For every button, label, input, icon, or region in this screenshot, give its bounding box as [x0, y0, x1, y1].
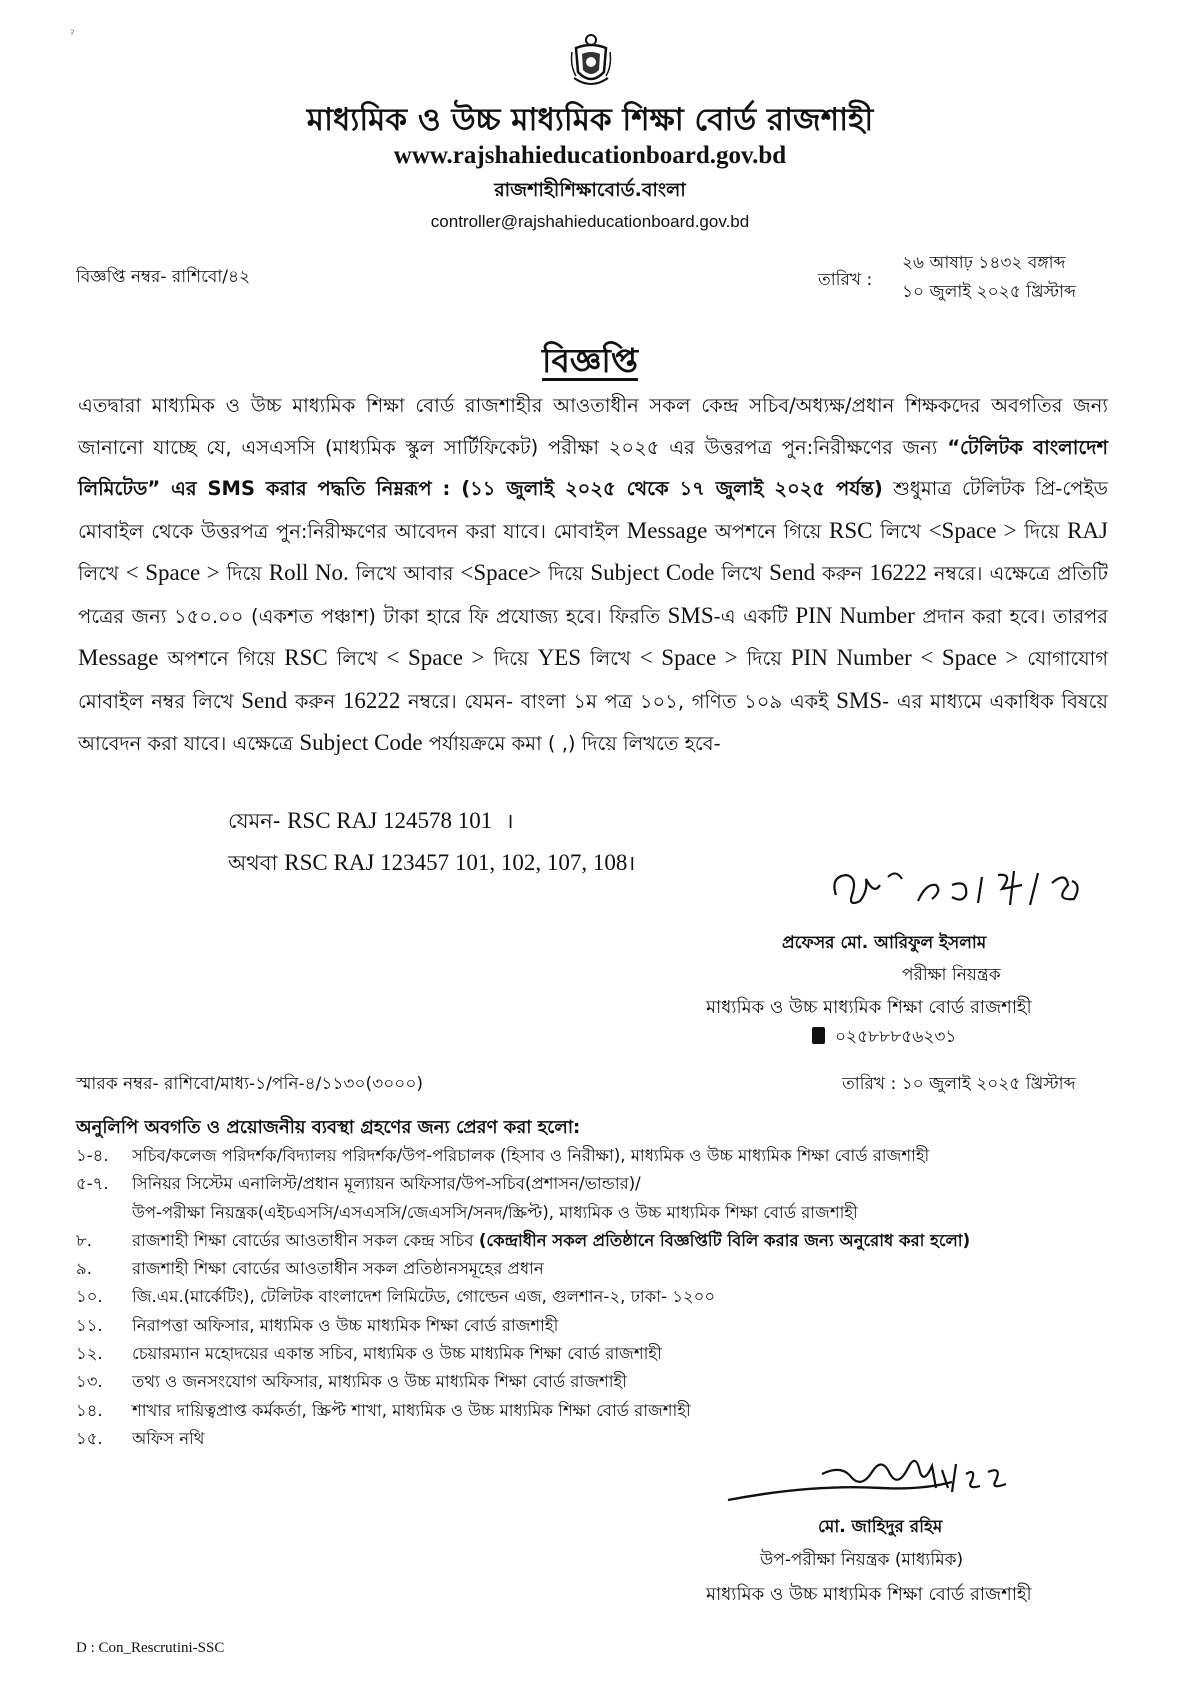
body-text: লিখে [714, 562, 770, 585]
cc-item-number: ১১. [76, 1315, 103, 1335]
cc-list-item [76, 1255, 1116, 1283]
cc-list-item [76, 1340, 1116, 1368]
example-suffix: । [627, 851, 636, 875]
body-en-text: <Space > [928, 517, 1017, 543]
cc-item-number: ১৫. [76, 1428, 103, 1448]
cc-item-text-wrap [132, 1340, 1116, 1368]
board-name: মাধ্যমিক ও উচ্চ মাধ্যমিক শিক্ষা বোর্ড রাজশাহী [306, 102, 874, 138]
cc-item-text-wrap [132, 1283, 1116, 1311]
body-en-text: Roll No. [268, 560, 349, 585]
body-text: শুধুমাত্র টেলিটক প্রি-পেইড মোবাইল থেকে উত্তরপত্র পুন:নিরীক্ষণের আবেদন করা যাবে। মোবাইল [78, 477, 1108, 543]
body-text: লিখে [872, 519, 929, 543]
body-text: দিয়ে [484, 647, 538, 670]
cc-list-item [76, 1227, 1116, 1255]
stray-mark: ˀ [70, 28, 75, 42]
body-text: দিয়ে [219, 562, 269, 585]
cc-item-text-wrap [132, 1368, 1116, 1396]
body-en-text: RAJ [1067, 517, 1108, 543]
body-text: লিখে আবার [348, 562, 461, 585]
cc-item-number [76, 1199, 132, 1227]
cc-item-text: চেয়ারম্যান মহোদয়ের একান্ত সচিব, মাধ্যমিক ও উচ্চ মাধ্যমিক শিক্ষা বোর্ড রাজশাহী [132, 1344, 662, 1364]
website-url: www.rajshahieducationboard.gov.bd [393, 142, 787, 169]
body-en-text: SMS [667, 602, 714, 628]
body-en-text: 16222 [869, 560, 927, 585]
cc-item-text: রাজশাহী শিক্ষা বোর্ডের আওতাধীন সকল প্রতিষ্ঠানসমূহের প্রধান [132, 1259, 544, 1279]
example-line-1 [228, 805, 514, 840]
body-en-text: RSC [284, 645, 328, 670]
deputy-role: উপ-পরীক্ষা নিয়ন্ত্রক (মাধ্যমিক) [760, 1550, 964, 1570]
phone-number: ০২৫৮৮৮৫৬২৩১ [835, 1027, 957, 1047]
cc-list-item [76, 1368, 1116, 1396]
controller-signature [822, 855, 1122, 925]
cc-item-text-wrap [132, 1255, 1116, 1283]
cc-list-item [76, 1312, 1116, 1340]
cc-item-text: তথ্য ও জনসংযোগ অফিসার, মাধ্যমিক ও উচ্চ মাধ্যমিক শিক্ষা বোর্ড রাজশাহী [132, 1372, 627, 1392]
body-en-text: Subject Code [590, 560, 715, 585]
example-prefix: যেমন- [228, 809, 288, 833]
cc-list-item [76, 1142, 1116, 1170]
cc-item-number: ১৪. [76, 1400, 103, 1420]
body-text: অপশনে গিয়ে [158, 647, 285, 670]
cc-list-item [76, 1170, 1116, 1198]
cc-list-item [76, 1397, 1116, 1425]
cc-item-bold-text: (কেন্দ্রাধীন সকল প্রতিষ্ঠানে বিজ্ঞপ্তিটি বিলি করার জন্য অনুরোধ করা হলো) [478, 1230, 971, 1250]
body-text: পর্যায়ক্রমে কমা ( ,) দিয়ে লিখতে হবে- [422, 732, 721, 755]
body-text: নম্বরে। যেমন- বাংলা ১ম পত্র ১০১, গণিত ১০৯ একই [400, 689, 837, 713]
memo-date: তারিখ : ১০ জুলাই ২০২৫ খ্রিস্টাব্দ [842, 1074, 1076, 1094]
controller-phone [812, 1024, 956, 1052]
cc-item-text: শাখার দায়িত্বপ্রাপ্ত কর্মকর্তা, স্ক্রিপ্ট শাখা, মাধ্যমিক ও উচ্চ মাধ্যমিক শিক্ষা বোর্ড রাজশাহী [132, 1400, 691, 1420]
cc-item-number: ৮. [76, 1230, 92, 1250]
phone-icon [812, 1027, 825, 1044]
body-en-text: 16222 [342, 687, 401, 713]
cc-item-text: সিনিয়র সিস্টেম এনালিস্ট/প্রধান মূল্যায়ন অফিসার/উপ-সচিব(প্রশাসন/ভান্ডার)/ [132, 1174, 641, 1194]
body-en-text: < Space > [639, 645, 738, 670]
body-text: -এ একটি [713, 604, 796, 628]
cc-item-text: উপ-পরীক্ষা নিয়ন্ত্রক(এইচএসসি/এসএসসি/জেএসসি/সনদ/স্ক্রিপ্ট), মাধ্যমিক ও উচ্চ মাধ্যমিক শিক্ষা বোর্ড রাজশাহী [132, 1202, 858, 1222]
controller-board: মাধ্যমিক ও উচ্চ মাধ্যমিক শিক্ষা বোর্ড রাজশাহী [706, 997, 1032, 1018]
cc-item-text-wrap [132, 1142, 1116, 1170]
body-en-text: YES [537, 645, 582, 670]
example-code: RSC RAJ 123457 101, 102, 107, 108 [284, 850, 628, 875]
contact-email: controller@rajshahieducationboard.gov.bd [430, 212, 750, 231]
body-en-text: PIN Number < Space > [790, 645, 1019, 670]
example-line-2 [228, 847, 635, 882]
body-en-text: < Space > [125, 560, 220, 585]
cc-item-text: অফিস নথি [132, 1428, 205, 1448]
body-text: করুন [287, 689, 343, 713]
body-text: দিয়ে [541, 562, 591, 585]
cc-list-item [76, 1199, 1116, 1227]
cc-item-number: ৯. [76, 1259, 92, 1279]
body-text: প্রদান করা হবে। তারপর [914, 604, 1109, 628]
cc-item-text: জি.এম.(মার্কেটিং), টেলিটক বাংলাদেশ লিমিটেড, গোল্ডেন এজ, গুলশান-২, ঢাকা- ১২০০ [132, 1287, 716, 1307]
body-bold-text: “টেলিটক বাংলাদেশ লিমিটেড” এর SMS করার পদ্ধতি নিম্নরূপ : (১১ জুলাই ২০২৫ থেকে ১৭ জুলাই ২০২৫ পর্যন্ত) [78, 435, 1108, 500]
date-label: তারিখ : [818, 270, 873, 290]
memo-number: স্মারক নম্বর- রাশিবো/মাধ্য-১/পনি-৪/১১৩০(৩০০০) [76, 1074, 423, 1094]
body-en-text: Send [241, 687, 288, 713]
body-text: নম্বরে। এক্ষেত্রে প্রতিটি পত্রের জন্য ১৫০.০০ (একশত পঞ্চাশ) টাকা হারে ফি প্রযোজ্য হবে। ফিরতি [78, 562, 1109, 628]
body-text: অপশনে গিয়ে [707, 519, 830, 543]
date-gregorian: ১০ জুলাই ২০২৫ খ্রিস্টাব্দ [902, 282, 1076, 302]
deputy-name: মো. জাহিদুর রহিম [818, 1517, 943, 1537]
cc-heading: অনুলিপি অবগতি ও প্রয়োজনীয় ব্যবস্থা গ্রহণের জন্য প্রেরণ করা হলো: [76, 1117, 581, 1138]
body-text: দিয়ে [737, 647, 791, 670]
cc-item-text: রাজশাহী শিক্ষা বোর্ডের আওতাধীন সকল কেন্দ্র সচিব [132, 1230, 479, 1250]
body-en-text: Message [626, 517, 708, 543]
body-en-text: <Space> [460, 560, 542, 585]
body-en-text: Send [769, 560, 816, 585]
notice-body [78, 385, 1108, 765]
cc-item-number: ১-৪. [76, 1146, 109, 1165]
body-en-text: PIN Number [795, 602, 915, 628]
body-text: লিখে [327, 647, 387, 670]
body-text: লিখে [78, 562, 126, 585]
deputy-board: মাধ্যমিক ও উচ্চ মাধ্যমিক শিক্ষা বোর্ড রাজশাহী [706, 1584, 1032, 1605]
notice-number: বিজ্ঞপ্তি নম্বর- রাশিবো/৪২ [76, 267, 251, 287]
date-bangla: ২৬ আষাঢ় ১৪৩২ বঙ্গাব্দ [902, 253, 1066, 273]
cc-item-text-wrap [132, 1227, 1116, 1255]
file-code: D : Con_Rescrutini-SSC [76, 1640, 225, 1656]
body-text: - এর মাধ্যমে একাধিক বিষয়ে আবেদন করা যাবে। এক্ষেত্রে [78, 689, 1108, 755]
controller-role: পরীক্ষা নিয়ন্ত্রক [902, 965, 1001, 985]
cc-list [76, 1142, 1116, 1453]
body-en-text: Message [78, 645, 159, 670]
body-text: লিখে [581, 647, 640, 670]
body-en-text: Subject Code [299, 730, 423, 755]
controller-name: প্রফেসর মো. আরিফুল ইসলাম [782, 933, 987, 953]
board-seal-icon [570, 32, 612, 92]
website-bangla: রাজশাহীশিক্ষাবোর্ড.বাংলা [494, 179, 686, 201]
cc-item-number: ৫-৭. [76, 1174, 109, 1194]
body-text: যোগাযোগ মোবাইল নম্বর লিখে [78, 647, 1109, 713]
cc-item-number: ১০. [76, 1287, 103, 1307]
cc-item-text-wrap [132, 1312, 1116, 1340]
cc-item-number: ১২. [76, 1344, 103, 1364]
body-en-text: RSC [829, 517, 873, 543]
cc-item-text: সচিব/কলেজ পরিদর্শক/বিদ্যালয় পরিদর্শক/উপ-পরিচালক (হিসাব ও নিরীক্ষা), মাধ্যমিক ও উচ্চ মাধ্যমিক শিক্ষা বোর্ড রাজশাহী [132, 1146, 930, 1165]
body-text: এতদ্বারা মাধ্যমিক ও উচ্চ মাধ্যমিক শিক্ষা বোর্ড রাজশাহীর আওতাধীন সকল কেন্দ্র সচিব/অধ্যক্ষ/প্রধান শিক্ষকদের অবগতির জন্য জানানো যাচ্ছে যে, এসএসসি (মাধ্যমিক স্কুল সার্টিফিকেট) পরীক্ষা ২০২৫ এর উত্তরপত্র পুন:নিরীক্ষণের জন্য [78, 394, 1108, 459]
example-prefix: অথবা [228, 851, 285, 875]
body-en-text: < Space > [386, 645, 485, 670]
body-text: দিয়ে [1016, 519, 1068, 543]
example-suffix: । [505, 809, 514, 833]
cc-item-text-wrap [132, 1397, 1116, 1425]
cc-item-text-wrap [132, 1199, 1116, 1227]
cc-item-text-wrap [132, 1170, 1116, 1198]
body-en-text: SMS [836, 687, 883, 713]
notice-title: বিজ্ঞপ্তি [542, 341, 638, 380]
cc-item-number: ১৩. [76, 1372, 103, 1392]
cc-item-text: নিরাপত্তা অফিসার, মাধ্যমিক ও উচ্চ মাধ্যমিক শিক্ষা বোর্ড রাজশাহী [132, 1315, 559, 1335]
deputy-signature [722, 1444, 1022, 1514]
body-text: করুন [815, 562, 870, 585]
example-code: RSC RAJ 124578 101 [287, 808, 493, 833]
cc-list-item [76, 1283, 1116, 1311]
